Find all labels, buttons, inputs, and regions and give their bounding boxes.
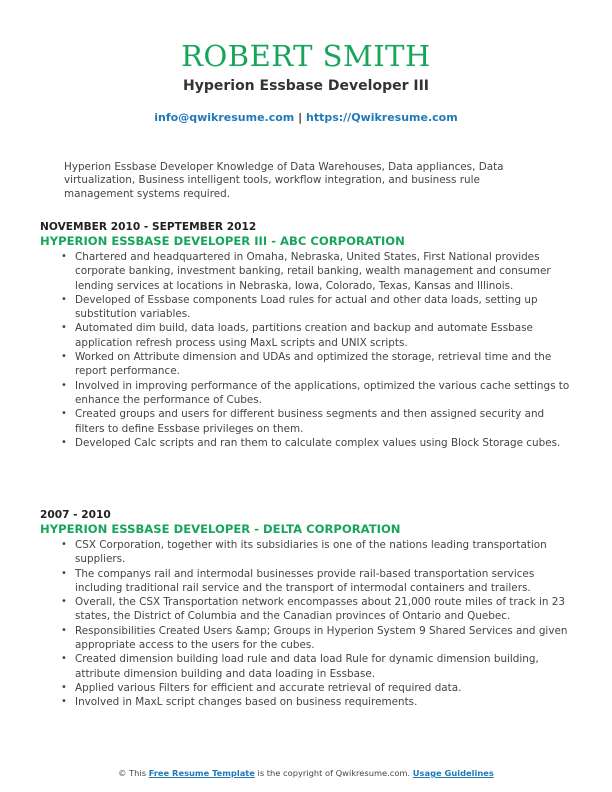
contact-line (0, 110, 612, 126)
contact-separator: | (298, 111, 303, 124)
summary-paragraph: Hyperion Essbase Developer Knowledge of Data Warehouses, Data appliances, Data virtualization, Business intelligent tools, workflow integration, and business rule management systems required. (64, 161, 504, 200)
bullet-icon: • (61, 408, 67, 420)
bullet-text: Chartered and headquartered in Omaha, Nebraska, United States, First National provides corporate banking, investment banking, retail banking, wealth management and consumer lending services at locations in Nebraska, Iowa, Colorado, Texas, Kansas and Illinois. (75, 251, 551, 292)
job-entry-1 (40, 221, 570, 450)
email-link[interactable]: info@qwikresume.com (154, 111, 295, 124)
bullet-text: Applied various Filters for efficient and accurate retrieval of required data. (75, 681, 462, 694)
job-dates: NOVEMBER 2010 - SEPTEMBER 2012 (40, 221, 257, 233)
bullet-text: Responsibilities Created Users &amp; Groups in Hyperion System 9 Shared Services and given appropriate access to the users for the cubes. (75, 624, 568, 652)
bullet-item (40, 321, 570, 350)
bullet-text: Developed of Essbase components Load rules for actual and other data loads, setting up substitution variables. (75, 293, 538, 321)
bullet-text: Overall, the CSX Transportation network encompasses about 21,000 route miles of track in 23 states, the District of Columbia and the Canadian provinces of Ontario and Quebec. (75, 596, 566, 623)
bullet-icon: • (61, 653, 67, 665)
bullet-text: CSX Corporation, together with its subsidiaries is one of the nations leading transportation suppliers. (75, 539, 547, 566)
bullet-item (40, 407, 570, 436)
bullet-item (40, 436, 570, 450)
bullet-icon: • (61, 379, 67, 391)
bullet-item (40, 652, 570, 681)
bullet-icon: • (61, 624, 67, 636)
bullet-icon: • (61, 351, 67, 363)
job-title: HYPERION ESSBASE DEVELOPER III - ABC CORPORATION (40, 234, 405, 248)
bullet-icon: • (61, 567, 67, 579)
bullet-item (40, 567, 570, 596)
job-title: HYPERION ESSBASE DEVELOPER - DELTA CORPORATION (40, 522, 401, 536)
job-entry-2 (40, 509, 570, 710)
candidate-name: ROBERT SMITH (181, 39, 431, 73)
bullet-text: Created dimension building load rule and data load Rule for dynamic dimension building, attribute dimension building and data loading in Essbase. (75, 653, 539, 680)
job-headline: Hyperion Essbase Developer III (183, 78, 429, 94)
bullet-icon: • (61, 596, 67, 608)
bullet-item (40, 624, 570, 653)
bullet-icon: • (61, 251, 67, 262)
bullet-text: Created groups and users for different business segments and then assigned security and filters to define Essbase privileges on them. (75, 408, 545, 435)
bullet-item (40, 350, 570, 379)
job-dates: 2007 - 2010 (40, 509, 111, 521)
bullet-text: Involved in improving performance of the applications, optimized the various cache settings to enhance the performance of Cubes. (75, 379, 570, 406)
bullet-item (40, 379, 570, 408)
bullet-text: Worked on Attribute dimension and UDAs and optimized the storage, retrieval time and the report performance. (75, 351, 552, 378)
bullet-icon: • (61, 681, 67, 693)
bullet-icon: • (61, 696, 67, 708)
bullet-icon: • (61, 322, 67, 334)
footer-middle: is the copyright of Qwikresume.com. (257, 768, 411, 778)
bullet-item (40, 250, 570, 293)
bullet-text: The companys rail and intermodal businesses provide rail-based transportation services including traditional rail service and the transport of intermodal containers and trailers. (75, 567, 535, 594)
bullet-icon: • (61, 436, 67, 448)
job-bullets (40, 250, 570, 450)
footer-prefix: © This (118, 768, 147, 778)
bullet-item (40, 538, 570, 567)
footer-notice (0, 767, 612, 779)
free-resume-template-link[interactable]: Free Resume Template (148, 768, 255, 778)
website-link[interactable]: https://Qwikresume.com (305, 111, 458, 124)
bullet-item (40, 681, 570, 695)
bullet-item (40, 293, 570, 322)
bullet-item (40, 595, 570, 624)
bullet-icon: • (61, 293, 67, 305)
job-bullets (40, 538, 570, 710)
bullet-text: Involved in MaxL script changes based on business requirements. (75, 696, 418, 709)
bullet-text: Developed Calc scripts and ran them to calculate complex values using Block Storage cubes. (75, 436, 561, 449)
bullet-item (40, 695, 570, 709)
bullet-text: Automated dim build, data loads, partitions creation and backup and automate Essbase application refresh process using MaxL scripts and UNIX scripts. (75, 322, 533, 349)
usage-guidelines-link[interactable]: Usage Guidelines (412, 768, 494, 778)
bullet-icon: • (61, 539, 67, 550)
